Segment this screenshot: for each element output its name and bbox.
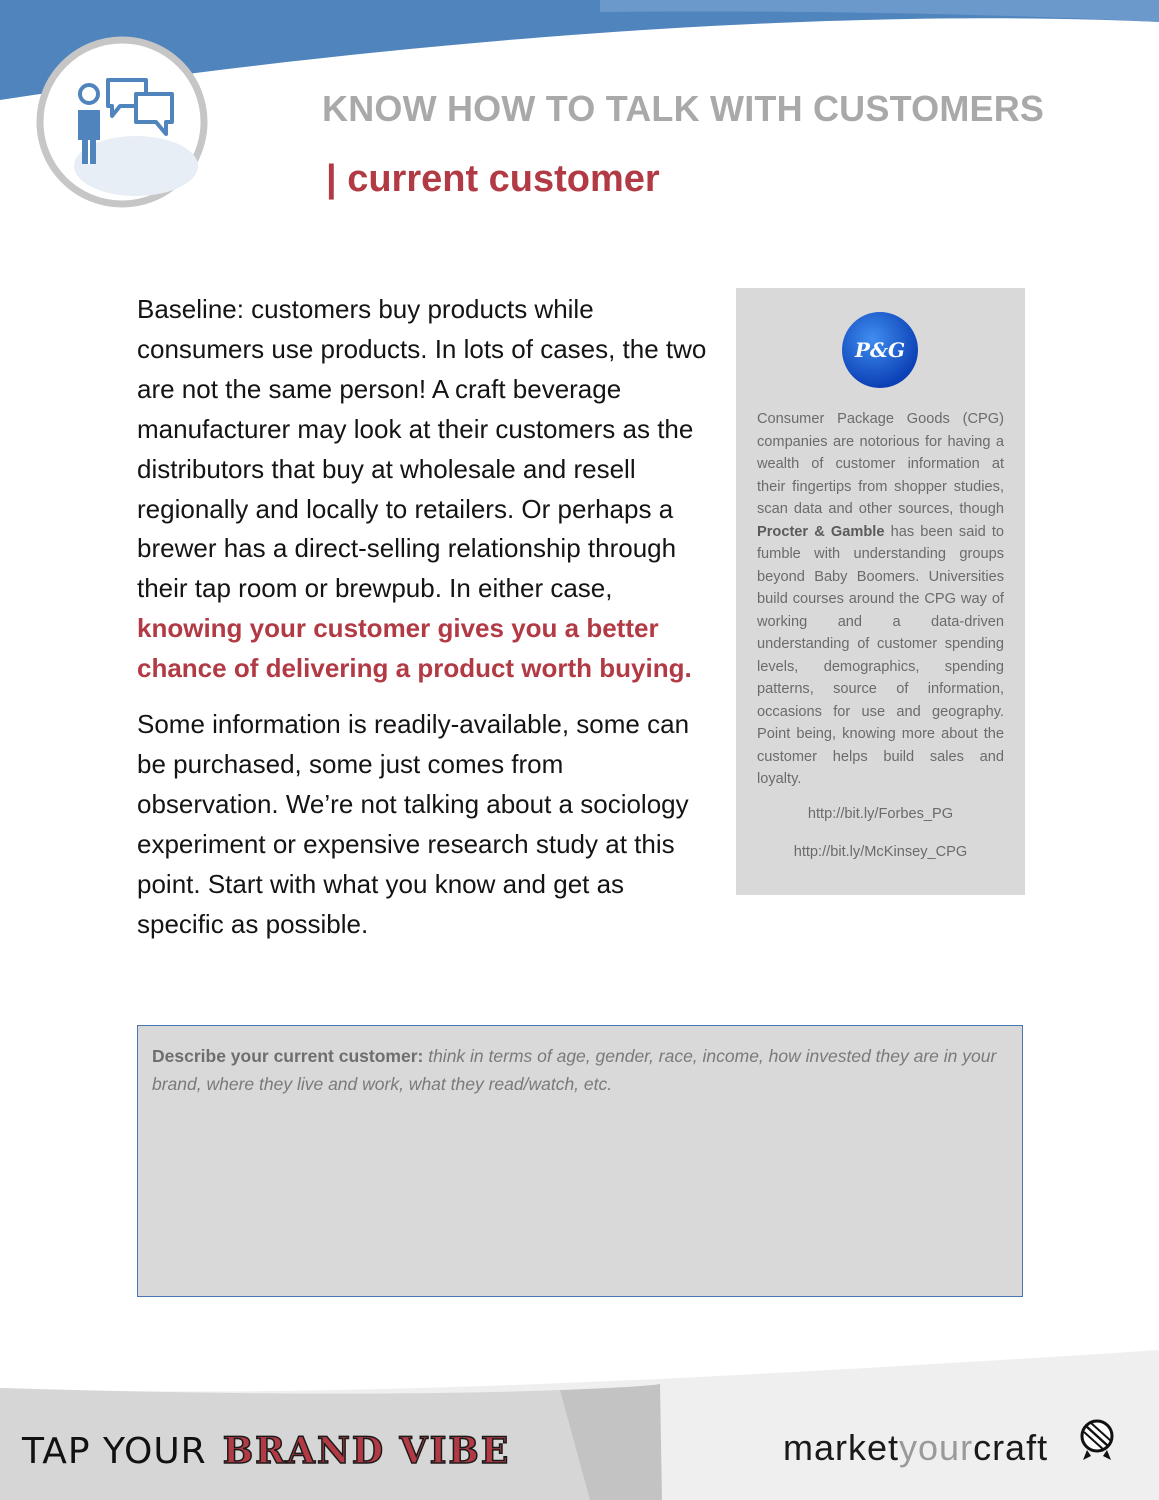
pg-sidebar (736, 288, 1025, 895)
pg-logo-text: P&G (854, 338, 906, 362)
body-text (137, 290, 712, 961)
sidebar-text-a: Consumer Package Goods (CPG) companies are notorious for having a wealth of customer information at their fingertips from shopper studies, scan data and other sources, though (757, 411, 1004, 517)
sidebar-text (757, 408, 1004, 791)
footer-tagline (22, 1430, 510, 1472)
prompt-hint: think in terms of age, gender, race, income, how invested they are in your brand, where they live and work, what they read/watch, etc. (152, 1046, 997, 1094)
header-icon (36, 36, 208, 208)
footer-tagline-b: BRAND VIBE (222, 1430, 511, 1472)
body-paragraph-1-text: Baseline: customers buy products while consumers use products. In lots of cases, the two are not the same person! A craft beverage manufacturer may look at their customers as the distributors that buy at wholesale and resell regionally and locally to retailers. Or perhaps a brewer has a direct-selling relationship through their tap room or brewpub. In either case, (137, 294, 707, 604)
sidebar-text-b: has been said to fumble with understanding groups beyond Baby Boomers. Universities build courses around the CPG way of working and a data-driven understanding of customer spending levels, demographics, spending patterns, source of information, occasions for use and geography. Point being, knowing more about the customer helps build sales and loyalty. (757, 523, 1004, 787)
pg-logo (840, 310, 920, 390)
customer-conversation-icon (36, 36, 208, 208)
body-paragraph-1 (137, 290, 712, 689)
sidebar-text-bold: Procter & Gamble (757, 523, 885, 540)
customer-description-box[interactable] (137, 1025, 1023, 1297)
prompt-text (152, 1042, 1004, 1098)
brand-part-2: your (899, 1427, 974, 1468)
mckinsey-link[interactable]: http://bit.ly/McKinsey_CPG (793, 844, 968, 860)
forbes-link[interactable]: http://bit.ly/Forbes_PG (807, 806, 954, 822)
page-title: KNOW HOW TO TALK WITH CUSTOMERS (322, 88, 1045, 129)
footer-tagline-a: TAP YOUR (22, 1431, 207, 1472)
footer-band (0, 1340, 1159, 1500)
bottle-cap-icon (1075, 1418, 1119, 1462)
brand-part-1: market (783, 1427, 900, 1468)
prompt-label: Describe your current customer: (152, 1046, 424, 1066)
footer-brand (783, 1427, 1048, 1469)
page-subtitle: | current customer (326, 158, 660, 200)
body-highlight: knowing your customer gives you a better chance of delivering a product worth buying. (137, 613, 692, 684)
body-paragraph-2: Some information is readily-available, some can be purchased, some just comes from observation. We’re not talking about a sociology experiment or expensive research study at this point. Start with what you know and get as specific as possible. (137, 709, 690, 939)
brand-part-3: craft (973, 1427, 1049, 1468)
